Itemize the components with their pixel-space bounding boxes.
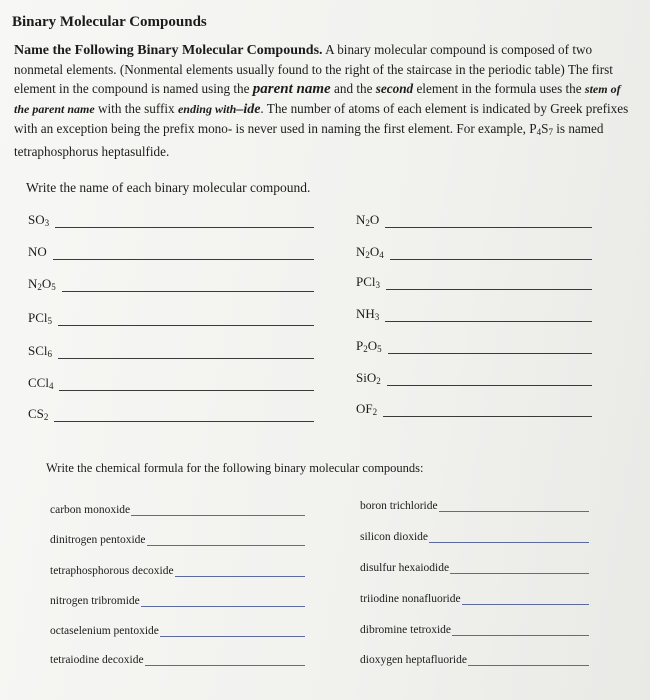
compound-name-item-left-3	[50, 565, 305, 577]
formula-label	[356, 401, 377, 417]
compound-name: carbon monoxide	[50, 504, 131, 516]
compound-name-item-right-6	[360, 654, 589, 666]
formula-el1: SCl	[28, 343, 48, 358]
formula-el1: OF	[356, 401, 373, 416]
compound-name-item-left-6	[50, 654, 305, 666]
formula-label	[28, 276, 56, 292]
intro-second: second	[375, 81, 414, 96]
answer-blank[interactable]	[450, 562, 589, 574]
answer-blank[interactable]	[53, 247, 314, 260]
compound-name-item-right-5	[360, 624, 589, 636]
worksheet-title: Binary Molecular Compounds	[12, 14, 207, 30]
formula-item-right-1	[356, 212, 592, 228]
formula-item-right-6	[356, 370, 592, 386]
formula-label	[28, 375, 53, 391]
formula-label	[356, 212, 379, 228]
compound-name-item-right-4	[360, 593, 589, 605]
answer-blank[interactable]	[160, 625, 305, 637]
formula-n1: 6	[47, 349, 53, 359]
answer-blank[interactable]	[387, 373, 592, 386]
formula-n1: 5	[47, 316, 53, 326]
intro-paragraph	[14, 40, 638, 161]
formula-item-right-4	[356, 306, 592, 322]
answer-blank[interactable]	[58, 346, 314, 359]
intro-example-mid: S	[541, 121, 549, 136]
formula-el1: N	[28, 276, 38, 291]
intro-text-5: . The number of atoms of each element is indicated by Greek prefixes with an exception being the prefix mono- is never used in naming the first element. For example, P	[14, 101, 629, 136]
intro-text-2: and the	[330, 81, 376, 96]
intro-stem: stem of the parent name	[14, 82, 621, 116]
answer-blank[interactable]	[468, 654, 589, 666]
part2-instruction: Write the chemical formula for the following binary molecular compounds:	[46, 461, 424, 475]
intro-lead: Name the Following Binary Molecular Compounds.	[14, 43, 323, 58]
compound-name-item-left-1	[50, 504, 305, 516]
formula-item-left-5	[28, 343, 314, 359]
answer-blank[interactable]	[429, 531, 589, 543]
formula-label	[28, 406, 48, 422]
formula-item-left-1	[28, 212, 314, 228]
answer-blank[interactable]	[386, 277, 592, 290]
formula-item-right-7	[356, 401, 592, 417]
formula-el1: N	[356, 244, 366, 259]
answer-blank[interactable]	[59, 378, 314, 391]
formula-n1: 4	[48, 381, 54, 391]
compound-name-item-left-4	[50, 595, 305, 607]
formula-el2: O	[369, 212, 380, 227]
compound-name: nitrogen tribromide	[50, 595, 140, 607]
answer-blank[interactable]	[462, 593, 589, 605]
formula-label	[28, 244, 47, 260]
answer-blank[interactable]	[439, 500, 589, 512]
formula-item-right-3	[356, 274, 592, 290]
formula-item-left-4	[28, 310, 314, 326]
intro-text-3: element in the formula uses the	[413, 81, 585, 96]
formula-n1: 2	[363, 344, 368, 354]
formula-el1: SiO	[356, 370, 377, 385]
formula-n1: 2	[43, 412, 49, 422]
compound-name: dioxygen heptafluoride	[360, 654, 467, 666]
compound-name: tetraphosphorous decoxide	[50, 565, 174, 577]
formula-item-right-5	[356, 338, 592, 354]
formula-item-left-7	[28, 406, 314, 422]
formula-n1: 3	[44, 218, 50, 228]
answer-blank[interactable]	[390, 247, 592, 260]
intro-text-1: A binary molecular compound is composed of two nonmetal elements. (Nonmental elements usually found to the right of the staircase in the periodic table) The first element in the compound is named using the	[14, 42, 613, 96]
answer-blank[interactable]	[147, 534, 306, 546]
formula-n2: 5	[377, 344, 382, 354]
formula-n1: 2	[376, 376, 381, 386]
formula-label	[356, 338, 382, 354]
formula-el2: O	[367, 338, 378, 353]
compound-name: disulfur hexaiodide	[360, 562, 450, 574]
formula-el1: P	[356, 338, 364, 353]
formula-n1: 2	[372, 407, 378, 417]
formula-el1: NH	[356, 306, 375, 321]
answer-blank[interactable]	[388, 341, 592, 354]
formula-item-left-6	[28, 375, 314, 391]
compound-name: triiodine nonafluoride	[360, 593, 461, 605]
formula-label	[356, 370, 381, 386]
compound-name-item-right-2	[360, 531, 589, 543]
formula-item-left-3	[28, 276, 314, 292]
formula-el2: O	[41, 276, 52, 291]
answer-blank[interactable]	[383, 404, 592, 417]
answer-blank[interactable]	[385, 215, 592, 228]
formula-el1: N	[356, 212, 366, 227]
compound-name: dinitrogen pentoxide	[50, 534, 146, 546]
answer-blank[interactable]	[452, 624, 589, 636]
compound-name: dibromine tetroxide	[360, 624, 452, 636]
formula-item-left-2	[28, 244, 314, 260]
formula-n1: 2	[365, 218, 370, 228]
answer-blank[interactable]	[131, 504, 305, 516]
formula-label	[28, 310, 52, 326]
compound-name: octaselenium pentoxide	[50, 625, 159, 637]
answer-blank[interactable]	[54, 409, 314, 422]
formula-item-right-2	[356, 244, 592, 260]
formula-n1: 2	[365, 250, 370, 260]
formula-el1: SO	[28, 212, 45, 227]
answer-blank[interactable]	[385, 309, 592, 322]
intro-example-sub-1: 4	[536, 127, 542, 137]
compound-name-item-right-1	[360, 500, 589, 512]
answer-blank[interactable]	[145, 654, 305, 666]
compound-name-item-left-2	[50, 534, 305, 546]
compound-name: silicon dioxide	[360, 531, 429, 543]
intro-text-4: with the suffix	[94, 101, 178, 116]
compound-name: tetraiodine decoxide	[50, 654, 144, 666]
formula-el1: CCl	[28, 375, 49, 390]
formula-el1: PCl	[356, 274, 376, 289]
intro-parent-name: parent name	[252, 81, 331, 97]
intro-ending: ending with	[177, 102, 237, 116]
formula-n2: 5	[51, 282, 56, 292]
formula-el1: CS	[28, 406, 44, 421]
formula-label	[356, 244, 384, 260]
formula-n1: 3	[374, 312, 380, 322]
formula-el1: PCl	[28, 310, 48, 325]
intro-text-6: is named tetraphosphorus heptasulfide.	[14, 121, 604, 159]
intro-ide: –ide	[236, 102, 261, 117]
compound-name-item-right-3	[360, 562, 589, 574]
formula-n2: 4	[379, 250, 384, 260]
formula-label	[356, 306, 379, 322]
formula-el2: O	[369, 244, 380, 259]
answer-blank[interactable]	[175, 565, 305, 577]
compound-name: boron trichloride	[360, 500, 438, 512]
formula-n1: 3	[375, 280, 381, 290]
intro-example-sub-2: 7	[548, 127, 553, 137]
compound-name-item-left-5	[50, 625, 305, 637]
answer-blank[interactable]	[55, 215, 314, 228]
answer-blank[interactable]	[58, 313, 314, 326]
formula-label	[356, 274, 380, 290]
formula-label	[28, 343, 52, 359]
formula-n1: 2	[37, 282, 42, 292]
answer-blank[interactable]	[141, 595, 305, 607]
part1-instruction: Write the name of each binary molecular compound.	[26, 180, 311, 195]
formula-el1: NO	[28, 244, 47, 259]
answer-blank[interactable]	[62, 279, 314, 292]
formula-label	[28, 212, 49, 228]
